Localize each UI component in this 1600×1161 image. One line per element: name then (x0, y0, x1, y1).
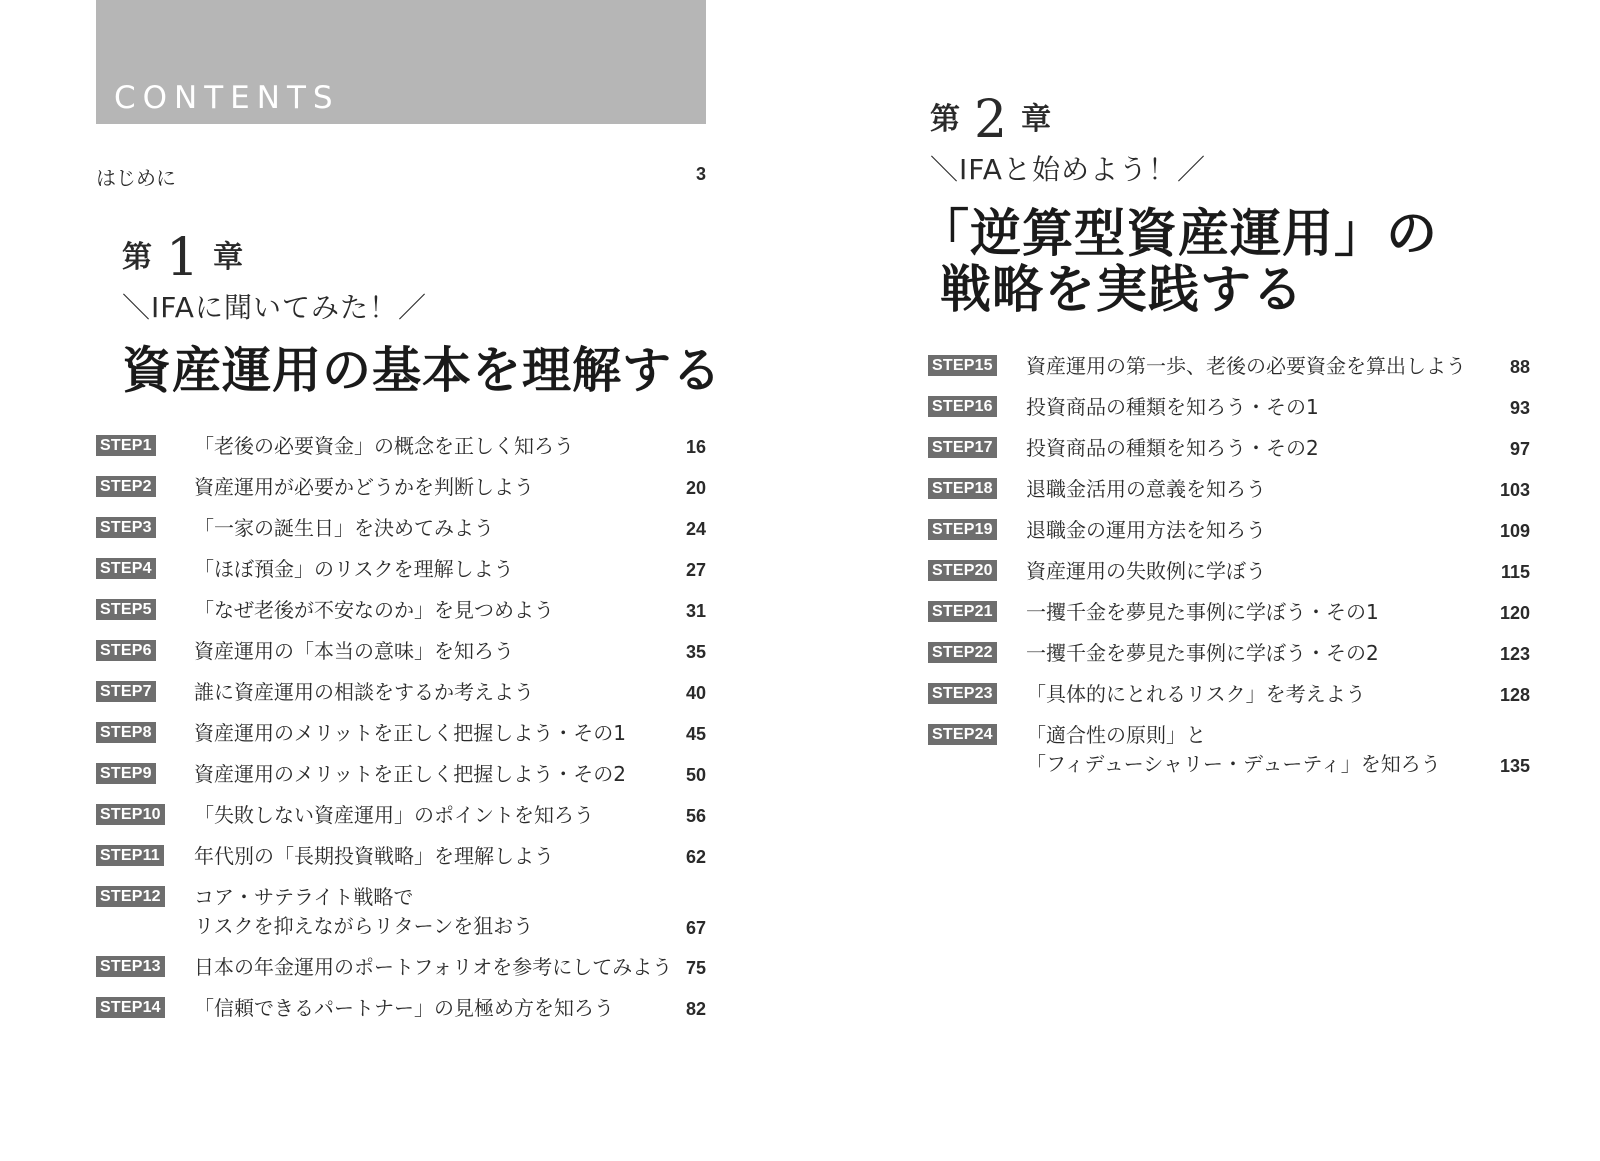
page-number: 45 (685, 724, 706, 744)
step-badge: STEP17 (928, 437, 997, 458)
step-badge: STEP15 (928, 355, 997, 376)
toc-step-12[interactable] (96, 882, 706, 942)
page-number: 75 (685, 958, 706, 978)
chapter-subtitle: ＼IFAに聞いてみた！／ (122, 291, 427, 324)
chapter-label (930, 90, 1051, 150)
step-badge: STEP18 (928, 478, 997, 499)
chapter-title: 資産運用の基本を理解する (122, 342, 723, 399)
chapter-1-heading (122, 228, 723, 399)
step-badge: STEP9 (96, 763, 156, 784)
step-badge: STEP24 (928, 724, 997, 745)
toc-step-8[interactable] (96, 718, 706, 748)
left-page (96, 0, 723, 1161)
toc-step-14[interactable] (96, 993, 706, 1023)
chapter-subtitle: ＼IFAと始めよう！／ (930, 153, 1206, 186)
contents-banner (96, 0, 706, 124)
page-number: 109 (1499, 521, 1530, 541)
step-title-line2: リスクを抑えながらリターンを狙おう (194, 914, 534, 938)
toc-step-4[interactable] (96, 554, 706, 584)
toc-step-15[interactable] (928, 351, 1530, 381)
page-number: 82 (685, 999, 706, 1019)
step-title: 資産運用のメリットを正しく把握しよう・その1 (194, 721, 626, 745)
toc-step-17[interactable] (928, 433, 1530, 463)
chapter-number: 1 (166, 228, 200, 288)
page-number: 128 (1499, 685, 1530, 705)
toc-step-7[interactable] (96, 677, 706, 707)
page-number: 93 (1509, 398, 1530, 418)
step-badge: STEP19 (928, 519, 997, 540)
step-title: 「ほぼ預金」のリスクを理解しよう (194, 557, 514, 581)
chapter-label (122, 228, 243, 288)
step-badge: STEP14 (96, 997, 165, 1018)
page-number: 24 (685, 519, 706, 539)
toc-step-9[interactable] (96, 759, 706, 789)
step-badge: STEP2 (96, 476, 156, 497)
right-page (918, 0, 1548, 1161)
step-title: 「一家の誕生日」を決めてみよう (194, 516, 494, 540)
toc-step-19[interactable] (928, 515, 1530, 545)
page-number: 135 (1499, 756, 1530, 776)
toc-step-16[interactable] (928, 392, 1530, 422)
step-title: 投資商品の種類を知ろう・その1 (1026, 395, 1319, 419)
toc-step-5[interactable] (96, 595, 706, 625)
toc-step-3[interactable] (96, 513, 706, 543)
toc-step-18[interactable] (928, 474, 1530, 504)
step-title: 一攫千金を夢見た事例に学ぼう・その1 (1026, 600, 1379, 624)
intro-label: はじめに (96, 166, 176, 190)
chapter-title-line2: 戦略を実践する (940, 261, 1305, 320)
toc-step-11[interactable] (96, 841, 706, 871)
step-badge: STEP1 (96, 435, 156, 456)
page-number: 3 (695, 164, 706, 184)
step-title: 「老後の必要資金」の概念を正しく知ろう (194, 434, 574, 458)
step-title: コア・サテライト戦略で (194, 885, 414, 909)
page-number: 115 (1500, 562, 1530, 582)
step-title: 「適合性の原則」と (1026, 723, 1206, 747)
page-number: 31 (685, 601, 706, 621)
page-number: 35 (685, 642, 706, 662)
step-badge: STEP20 (928, 560, 997, 581)
step-title: 資産運用の失敗例に学ぼう (1026, 559, 1266, 583)
page-number: 56 (685, 806, 706, 826)
step-title: 投資商品の種類を知ろう・その2 (1026, 436, 1319, 460)
step-title: 誰に資産運用の相談をするか考えよう (194, 680, 534, 704)
chapter-2-heading (918, 90, 1550, 320)
step-badge: STEP22 (928, 642, 997, 663)
toc-step-2[interactable] (96, 472, 706, 502)
toc-step-20[interactable] (928, 556, 1530, 586)
chapter-suffix: 章 (213, 240, 244, 275)
step-title-line2: 「フィデューシャリー・デューティ」を知ろう (1026, 752, 1441, 776)
page-number: 27 (685, 560, 706, 580)
toc-step-23[interactable] (928, 679, 1530, 709)
toc-step-13[interactable] (96, 952, 706, 982)
step-title: 退職金活用の意義を知ろう (1026, 477, 1266, 501)
page-number: 88 (1509, 357, 1530, 377)
step-title: 資産運用の「本当の意味」を知ろう (194, 639, 514, 663)
step-badge: STEP8 (96, 722, 156, 743)
step-badge: STEP5 (96, 599, 156, 620)
step-title: 資産運用が必要かどうかを判断しよう (194, 475, 534, 499)
page-number: 20 (685, 478, 706, 498)
toc-step-22[interactable] (928, 638, 1530, 668)
page-number: 103 (1499, 480, 1530, 500)
toc-entry-intro[interactable] (96, 162, 706, 192)
page-number: 67 (685, 918, 706, 938)
page-number: 123 (1499, 644, 1530, 664)
page-number: 97 (1509, 439, 1530, 459)
step-badge: STEP13 (96, 956, 165, 977)
step-badge: STEP16 (928, 396, 997, 417)
step-badge: STEP12 (96, 886, 165, 907)
toc-step-24[interactable] (928, 720, 1530, 780)
toc-step-21[interactable] (928, 597, 1530, 627)
chapter-number: 2 (974, 90, 1008, 150)
step-badge: STEP6 (96, 640, 156, 661)
chapter-title-line1: 「逆算型資産運用」の (918, 205, 1439, 264)
step-badge: STEP7 (96, 681, 156, 702)
page-number: 120 (1499, 603, 1530, 623)
page-number: 16 (685, 437, 706, 457)
step-badge: STEP11 (96, 845, 164, 866)
contents-heading: CONTENTS (114, 80, 340, 116)
step-title: 「具体的にとれるリスク」を考えよう (1026, 682, 1366, 706)
step-title: 退職金の運用方法を知ろう (1026, 518, 1266, 542)
chapter-prefix: 第 (930, 102, 960, 137)
step-title: 「失敗しない資産運用」のポイントを知ろう (194, 803, 594, 827)
step-title: 年代別の「長期投資戦略」を理解しよう (194, 844, 554, 868)
step-badge: STEP3 (96, 517, 156, 538)
step-badge: STEP23 (928, 683, 997, 704)
step-title: 「信頼できるパートナー」の見極め方を知ろう (194, 996, 614, 1020)
page-number: 50 (685, 765, 706, 785)
page-number: 40 (685, 683, 706, 703)
step-badge: STEP21 (928, 601, 997, 622)
step-title: 「なぜ老後が不安なのか」を見つめよう (194, 598, 554, 622)
step-title: 資産運用の第一歩、老後の必要資金を算出しよう (1026, 354, 1466, 378)
step-badge: STEP4 (96, 558, 156, 579)
step-title: 日本の年金運用のポートフォリオを参考にしてみよう (194, 955, 673, 979)
toc-step-1[interactable] (96, 431, 706, 461)
step-title: 一攫千金を夢見た事例に学ぼう・その2 (1026, 641, 1379, 665)
toc-step-6[interactable] (96, 636, 706, 666)
toc-step-10[interactable] (96, 800, 706, 830)
chapter-prefix: 第 (122, 240, 152, 275)
step-badge: STEP10 (96, 804, 165, 825)
chapter-suffix: 章 (1021, 102, 1052, 137)
page-number: 62 (685, 847, 706, 867)
step-title: 資産運用のメリットを正しく把握しよう・その2 (194, 762, 626, 786)
